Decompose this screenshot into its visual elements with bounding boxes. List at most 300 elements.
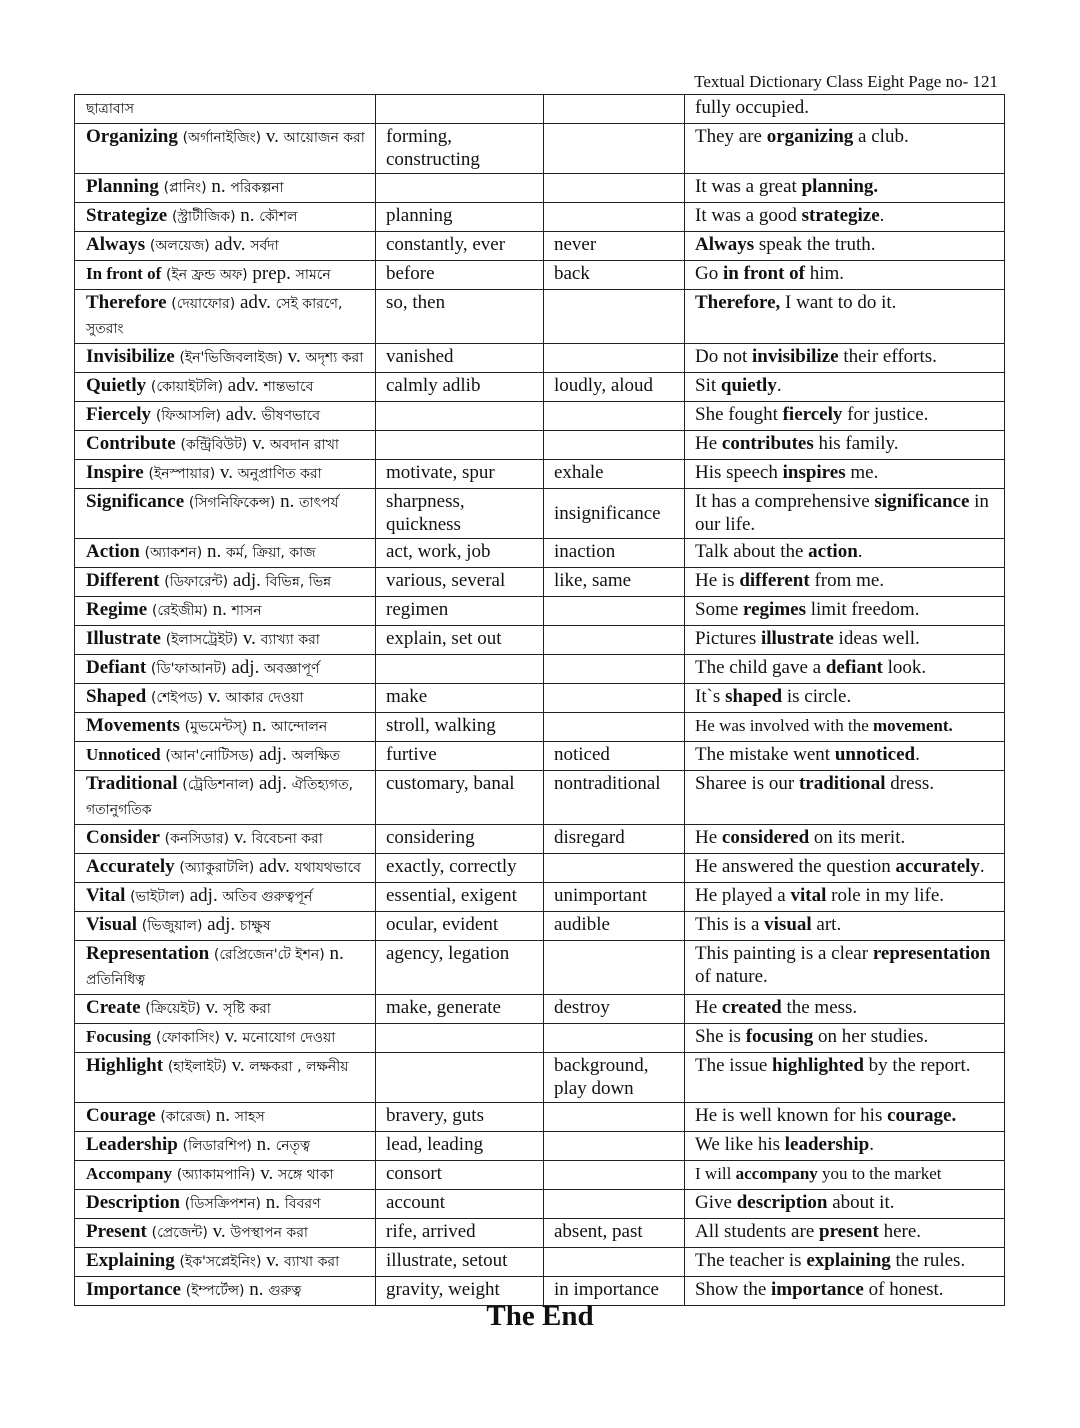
- example-sentence-cell: [685, 1053, 1005, 1103]
- headword-cell: [75, 95, 376, 124]
- part-of-speech: adv.: [227, 375, 259, 396]
- bangla-meaning: অনুপ্রাণিত করা: [237, 466, 322, 482]
- antonym-cell: [544, 1132, 685, 1161]
- headword-cell: [75, 203, 376, 232]
- headword: Strategize: [86, 205, 168, 226]
- bangla-meaning: সৃষ্টি করা: [223, 1001, 271, 1017]
- sentence-text: about it.: [827, 1192, 895, 1213]
- pronunciation: (রেপ্রিজেন'টে ইশন): [213, 947, 325, 963]
- synonym-cell: various, several: [376, 568, 544, 597]
- headword-cell: [75, 771, 376, 825]
- table-row: [75, 771, 1005, 825]
- synonym-cell: forming, constructing: [376, 124, 544, 174]
- example-sentence-cell: [685, 1132, 1005, 1161]
- sentence-text: Sit: [695, 375, 721, 396]
- sentence-text: a club.: [853, 126, 909, 147]
- part-of-speech: n.: [249, 1279, 264, 1300]
- part-of-speech: v.: [219, 462, 233, 483]
- synonym-cell: lead, leading: [376, 1132, 544, 1161]
- bangla-meaning: অতিব গুরুত্বপূর্ন: [222, 889, 313, 905]
- sentence-text: This painting is a clear: [695, 943, 873, 964]
- headword-cell: [75, 995, 376, 1024]
- synonym-cell: gravity, weight: [376, 1277, 544, 1306]
- sentence-text: They are: [695, 126, 767, 147]
- synonym-cell: vanished: [376, 344, 544, 373]
- example-sentence-cell: [685, 402, 1005, 431]
- sentence-keyword: organizing: [766, 126, 854, 147]
- table-row: [75, 941, 1005, 995]
- sentence-text: The child gave a: [695, 657, 826, 678]
- bangla-meaning: আকার দেওয়া: [225, 690, 304, 706]
- sentence-keyword: accompany: [735, 1164, 818, 1183]
- antonym-cell: inaction: [544, 539, 685, 568]
- headword-cell: [75, 1219, 376, 1248]
- example-sentence-cell: [685, 373, 1005, 402]
- sentence-text: on its merit.: [809, 827, 906, 848]
- headword: Always: [86, 234, 146, 255]
- sentence-text: I will: [695, 1164, 736, 1183]
- synonym-cell: [376, 95, 544, 124]
- bangla-meaning: শান্তভাবে: [263, 379, 314, 395]
- headword: Present: [86, 1221, 147, 1242]
- bangla-meaning: উপস্থাপন করা: [230, 1225, 308, 1241]
- sentence-text: you to the market: [817, 1164, 942, 1183]
- pronunciation: (ভিজুয়াল): [141, 918, 203, 934]
- bangla-meaning: বিবেচনা করা: [251, 831, 323, 847]
- bangla-meaning: সাহস: [234, 1109, 265, 1125]
- synonym-cell: [376, 174, 544, 203]
- table-row: [75, 854, 1005, 883]
- antonym-cell: [544, 1248, 685, 1277]
- synonym-cell: make: [376, 684, 544, 713]
- synonym-cell: calmly adlib: [376, 373, 544, 402]
- synonym-cell: sharpness, quickness: [376, 489, 544, 539]
- sentence-text: the mess.: [781, 997, 858, 1018]
- headword: Unnoticed: [86, 745, 161, 764]
- example-sentence-cell: [685, 941, 1005, 995]
- bangla-meaning: কৌশল: [259, 209, 298, 225]
- antonym-cell: [544, 1190, 685, 1219]
- dictionary-table: [74, 94, 1005, 1306]
- example-sentence-cell: [685, 232, 1005, 261]
- example-sentence-cell: [685, 1248, 1005, 1277]
- sentence-text: He played a: [695, 885, 791, 906]
- page-header: Textual Dictionary Class Eight Page no- 121: [694, 72, 998, 91]
- table-row: [75, 1219, 1005, 1248]
- sentence-text: It`s: [695, 686, 726, 707]
- pronunciation: (প্রেজেন্ট): [151, 1225, 208, 1241]
- bangla-meaning: চাক্ষুষ: [239, 918, 271, 934]
- headword-cell: [75, 912, 376, 941]
- pronunciation: (ভাইটাল): [130, 889, 185, 905]
- example-sentence-cell: [685, 1190, 1005, 1219]
- part-of-speech: adj.: [231, 657, 260, 678]
- antonym-cell: absent, past: [544, 1219, 685, 1248]
- part-of-speech: n.: [256, 1134, 271, 1155]
- table-row: [75, 655, 1005, 684]
- table-row: [75, 373, 1005, 402]
- bangla-meaning: শাসন: [231, 603, 262, 619]
- pronunciation: (মুভমেন্টস্): [184, 719, 248, 735]
- example-sentence-cell: [685, 568, 1005, 597]
- sentence-keyword: regimes: [743, 599, 806, 620]
- sentence-keyword: unnoticed: [834, 744, 916, 765]
- headword: Vital: [86, 885, 126, 906]
- sentence-keyword: strategize: [801, 205, 880, 226]
- part-of-speech: adv.: [239, 292, 271, 313]
- antonym-cell: in importance: [544, 1277, 685, 1306]
- sentence-text: His speech: [695, 462, 783, 483]
- part-of-speech: v.: [205, 997, 219, 1018]
- sentence-text: ideas well.: [833, 628, 920, 649]
- table-row: [75, 261, 1005, 290]
- bangla-meaning: সামনে: [295, 267, 331, 283]
- table-row: [75, 344, 1005, 373]
- synonym-cell: bravery, guts: [376, 1103, 544, 1132]
- sentence-text: .: [979, 856, 985, 877]
- table-row: [75, 883, 1005, 912]
- example-sentence-cell: [685, 854, 1005, 883]
- synonym-cell: agency, legation: [376, 941, 544, 995]
- the-end-footer: The End: [486, 1300, 594, 1332]
- example-sentence-cell: [685, 713, 1005, 742]
- pronunciation: (ফিআসলি): [155, 408, 221, 424]
- headword-cell: [75, 655, 376, 684]
- example-sentence-cell: [685, 124, 1005, 174]
- example-sentence-cell: [685, 883, 1005, 912]
- headword-cell: [75, 941, 376, 995]
- bangla-meaning: সঙ্গে থাকা: [277, 1167, 334, 1183]
- sentence-text: The issue: [695, 1055, 773, 1076]
- example-sentence-cell: [685, 1161, 1005, 1190]
- table-row: [75, 912, 1005, 941]
- antonym-cell: [544, 854, 685, 883]
- bangla-meaning: লক্ষকরা , লক্ষনীয়: [249, 1059, 349, 1075]
- headword-cell: [75, 883, 376, 912]
- part-of-speech: n.: [240, 205, 255, 226]
- sentence-text: dress.: [885, 773, 935, 794]
- headword: Invisibilize: [86, 346, 175, 367]
- table-row: [75, 1053, 1005, 1103]
- headword: Fiercely: [86, 404, 152, 425]
- synonym-cell: act, work, job: [376, 539, 544, 568]
- table-row: [75, 995, 1005, 1024]
- sentence-text: Talk about the: [695, 541, 809, 562]
- sentence-keyword: vital: [790, 885, 827, 906]
- pronunciation: (কনসিডার): [164, 831, 230, 847]
- headword-cell: [75, 402, 376, 431]
- headword-cell: [75, 460, 376, 489]
- bangla-meaning: তাৎপর্য: [299, 495, 339, 511]
- headword: Representation: [86, 943, 210, 964]
- synonym-cell: regimen: [376, 597, 544, 626]
- pronunciation: (সিগনিফিকেন্স): [188, 495, 276, 511]
- headword-cell: [75, 1103, 376, 1132]
- headword: Significance: [86, 491, 185, 512]
- synonym-cell: explain, set out: [376, 626, 544, 655]
- sentence-text: It has a comprehensive: [695, 491, 875, 512]
- table-row: [75, 460, 1005, 489]
- pronunciation: (ইন'ভিজিবলাইজ): [179, 350, 283, 366]
- headword-cell: [75, 1053, 376, 1103]
- headword-cell: [75, 290, 376, 344]
- part-of-speech: adj.: [232, 570, 261, 591]
- sentence-text: on her studies.: [813, 1026, 929, 1047]
- sentence-text: He is well known for his: [695, 1105, 888, 1126]
- sentence-keyword: leadership: [784, 1134, 870, 1155]
- sentence-keyword: importance: [771, 1279, 864, 1300]
- antonym-cell: [544, 1024, 685, 1053]
- example-sentence-cell: [685, 1219, 1005, 1248]
- example-sentence-cell: [685, 684, 1005, 713]
- synonym-cell: make, generate: [376, 995, 544, 1024]
- sentence-keyword: significance: [874, 491, 970, 512]
- sentence-text: from me.: [809, 570, 885, 591]
- example-sentence-cell: [685, 1103, 1005, 1132]
- part-of-speech: n.: [265, 1192, 281, 1213]
- headword: Focusing: [86, 1027, 152, 1046]
- sentence-keyword: Always: [695, 234, 755, 255]
- example-sentence-cell: [685, 460, 1005, 489]
- part-of-speech: v.: [266, 1250, 280, 1271]
- antonym-cell: insignificance: [544, 489, 685, 539]
- sentence-keyword: illustrate: [760, 628, 834, 649]
- sentence-keyword: focusing: [745, 1026, 814, 1047]
- sentence-text: here.: [878, 1221, 922, 1242]
- sentence-text: Do not: [695, 346, 752, 367]
- sentence-text: their efforts.: [838, 346, 937, 367]
- headword-cell: [75, 1024, 376, 1053]
- part-of-speech: v.: [224, 1026, 238, 1047]
- part-of-speech: n.: [212, 599, 227, 620]
- antonym-cell: background, play down: [544, 1053, 685, 1103]
- antonym-cell: never: [544, 232, 685, 261]
- sentence-keyword: explaining: [806, 1250, 891, 1271]
- sentence-keyword: quietly: [720, 375, 777, 396]
- headword-cell: [75, 1248, 376, 1277]
- sentence-text: He: [695, 433, 722, 454]
- part-of-speech: prep.: [252, 263, 291, 284]
- headword: Inspire: [86, 462, 144, 483]
- antonym-cell: [544, 95, 685, 124]
- headword: Courage: [86, 1105, 156, 1126]
- sentence-text: He answered the question: [695, 856, 896, 877]
- table-row: [75, 626, 1005, 655]
- synonym-cell: [376, 1053, 544, 1103]
- antonym-cell: destroy: [544, 995, 685, 1024]
- sentence-text: He is: [695, 570, 740, 591]
- sentence-keyword: different: [739, 570, 810, 591]
- sentence-keyword: fiercely: [782, 404, 843, 425]
- synonym-cell: exactly, correctly: [376, 854, 544, 883]
- sentence-keyword: invisibilize: [752, 346, 839, 367]
- pronunciation: (ডি'ফাআনট): [150, 661, 227, 677]
- bangla-meaning: সর্বদা: [250, 238, 279, 254]
- bangla-meaning: গুরুত্ব: [268, 1283, 302, 1299]
- table-row: [75, 402, 1005, 431]
- synonym-cell: essential, exigent: [376, 883, 544, 912]
- bangla-meaning: প্রতিনিধিত্ব: [86, 972, 146, 988]
- headword-cell: [75, 1132, 376, 1161]
- headword-cell: [75, 344, 376, 373]
- antonym-cell: [544, 402, 685, 431]
- bangla-meaning: কর্ম, ক্রিয়া, কাজ: [225, 545, 316, 561]
- sentence-keyword: representation: [872, 943, 991, 964]
- pronunciation: (হাইলাইট): [167, 1059, 227, 1075]
- headword-cell: [75, 713, 376, 742]
- part-of-speech: n.: [329, 943, 344, 964]
- headword-cell: [75, 539, 376, 568]
- table-row: [75, 489, 1005, 539]
- sentence-keyword: defiant: [825, 657, 883, 678]
- antonym-cell: unimportant: [544, 883, 685, 912]
- part-of-speech: adv.: [258, 856, 290, 877]
- pronunciation: (ইন ফ্রন্ড অফ): [166, 267, 248, 283]
- sentence-text: The mistake went: [695, 744, 835, 765]
- sentence-text: .: [869, 1134, 874, 1155]
- sentence-text: .: [915, 744, 920, 765]
- sentence-keyword: present: [819, 1221, 879, 1242]
- pronunciation: (কারেজ): [160, 1109, 212, 1125]
- bangla-meaning: মনোযোগ দেওয়া: [242, 1030, 336, 1046]
- table-row: [75, 203, 1005, 232]
- headword-cell: [75, 232, 376, 261]
- example-sentence-cell: [685, 203, 1005, 232]
- example-sentence-cell: [685, 995, 1005, 1024]
- sentence-text: This is a: [695, 914, 765, 935]
- synonym-cell: furtive: [376, 742, 544, 771]
- synonym-cell: before: [376, 261, 544, 290]
- antonym-cell: back: [544, 261, 685, 290]
- headword: Importance: [86, 1279, 181, 1300]
- antonym-cell: [544, 124, 685, 174]
- sentence-keyword: planning.: [801, 176, 879, 197]
- pronunciation: (কন্ট্রিবিউট): [180, 437, 248, 453]
- headword-cell: [75, 1161, 376, 1190]
- part-of-speech: n.: [280, 491, 295, 512]
- antonym-cell: nontraditional: [544, 771, 685, 825]
- pronunciation: (ইনস্পায়ার): [148, 466, 216, 482]
- bangla-meaning: আন্দোলন: [271, 719, 328, 735]
- sentence-text: of nature.: [695, 966, 768, 987]
- table-row: [75, 742, 1005, 771]
- pronunciation: (অ্যাকামপানি): [176, 1167, 256, 1183]
- synonym-cell: rife, arrived: [376, 1219, 544, 1248]
- pronunciation: (অ্যাকশন): [144, 545, 203, 561]
- sentence-keyword: action: [808, 541, 858, 562]
- example-sentence-cell: [685, 626, 1005, 655]
- headword: Description: [86, 1192, 180, 1213]
- pronunciation: (প্লানিং): [163, 180, 207, 196]
- pronunciation: (ক্রিয়েইট): [145, 1001, 201, 1017]
- bangla-meaning: আয়োজন করা: [283, 130, 365, 146]
- part-of-speech: v.: [265, 126, 279, 147]
- sentence-text: speak the truth.: [754, 234, 876, 255]
- antonym-cell: [544, 1161, 685, 1190]
- headword: In front of: [86, 264, 162, 283]
- example-sentence-cell: [685, 431, 1005, 460]
- table-row: [75, 95, 1005, 124]
- headword: Visual: [86, 914, 138, 935]
- headword-cell: [75, 568, 376, 597]
- antonym-cell: [544, 431, 685, 460]
- example-sentence-cell: [685, 344, 1005, 373]
- example-sentence-cell: [685, 95, 1005, 124]
- antonym-cell: [544, 713, 685, 742]
- part-of-speech: adv.: [225, 404, 257, 425]
- antonym-cell: audible: [544, 912, 685, 941]
- antonym-cell: [544, 203, 685, 232]
- sentence-text: It was a good: [695, 205, 802, 226]
- antonym-cell: exhale: [544, 460, 685, 489]
- antonym-cell: noticed: [544, 742, 685, 771]
- synonym-cell: customary, banal: [376, 771, 544, 825]
- headword-cell: [75, 1190, 376, 1219]
- table-row: [75, 825, 1005, 854]
- part-of-speech: v.: [260, 1163, 274, 1184]
- bangla-meaning: পরিকল্পনা: [230, 180, 284, 196]
- bangla-meaning: অলক্ষিত: [291, 748, 341, 764]
- sentence-text: I want to do it.: [780, 292, 897, 313]
- sentence-keyword: in front of: [722, 263, 805, 284]
- part-of-speech: v.: [242, 628, 256, 649]
- synonym-cell: stroll, walking: [376, 713, 544, 742]
- synonym-cell: considering: [376, 825, 544, 854]
- part-of-speech: n.: [211, 176, 226, 197]
- synonym-cell: illustrate, setout: [376, 1248, 544, 1277]
- sentence-text: is circle.: [782, 686, 852, 707]
- bangla-meaning: সেই কারণে, সুতরাং: [86, 296, 343, 337]
- sentence-keyword: highlighted: [772, 1055, 864, 1076]
- example-sentence-cell: [685, 825, 1005, 854]
- part-of-speech: n.: [206, 541, 222, 562]
- bangla-meaning: অবদান রাখা: [269, 437, 339, 453]
- bangla-meaning: যথাযথভাবে: [294, 860, 361, 876]
- sentence-keyword: created: [721, 997, 782, 1018]
- pronunciation: (অর্গানাইজিং): [182, 130, 262, 146]
- headword: Different: [86, 570, 160, 591]
- table-row: [75, 597, 1005, 626]
- sentence-text: me.: [845, 462, 879, 483]
- pronunciation: (অ্যাকুরাটলি): [179, 860, 255, 876]
- pronunciation: (অলয়েজ): [149, 238, 210, 254]
- sentence-text: It was a great: [695, 176, 802, 197]
- example-sentence-cell: [685, 489, 1005, 539]
- bangla-meaning: নেতৃত্ব: [275, 1138, 311, 1154]
- synonym-cell: so, then: [376, 290, 544, 344]
- table-row: [75, 1024, 1005, 1053]
- table-row: [75, 232, 1005, 261]
- bangla-meaning: ভীষণভাবে: [261, 408, 320, 424]
- headword-cell: [75, 684, 376, 713]
- headword-cell: [75, 489, 376, 539]
- headword: Planning: [86, 176, 159, 197]
- headword-cell: [75, 597, 376, 626]
- part-of-speech: v.: [212, 1221, 226, 1242]
- example-sentence-cell: [685, 290, 1005, 344]
- example-sentence-cell: [685, 597, 1005, 626]
- antonym-cell: [544, 655, 685, 684]
- sentence-text: for justice.: [842, 404, 929, 425]
- sentence-keyword: shaped: [725, 686, 783, 707]
- table-row: [75, 174, 1005, 203]
- example-sentence-cell: [685, 539, 1005, 568]
- part-of-speech: adv.: [214, 234, 246, 255]
- antonym-cell: [544, 1103, 685, 1132]
- pronunciation: (শেইপড): [150, 690, 203, 706]
- sentence-keyword: courage.: [887, 1105, 957, 1126]
- headword-cell: [75, 742, 376, 771]
